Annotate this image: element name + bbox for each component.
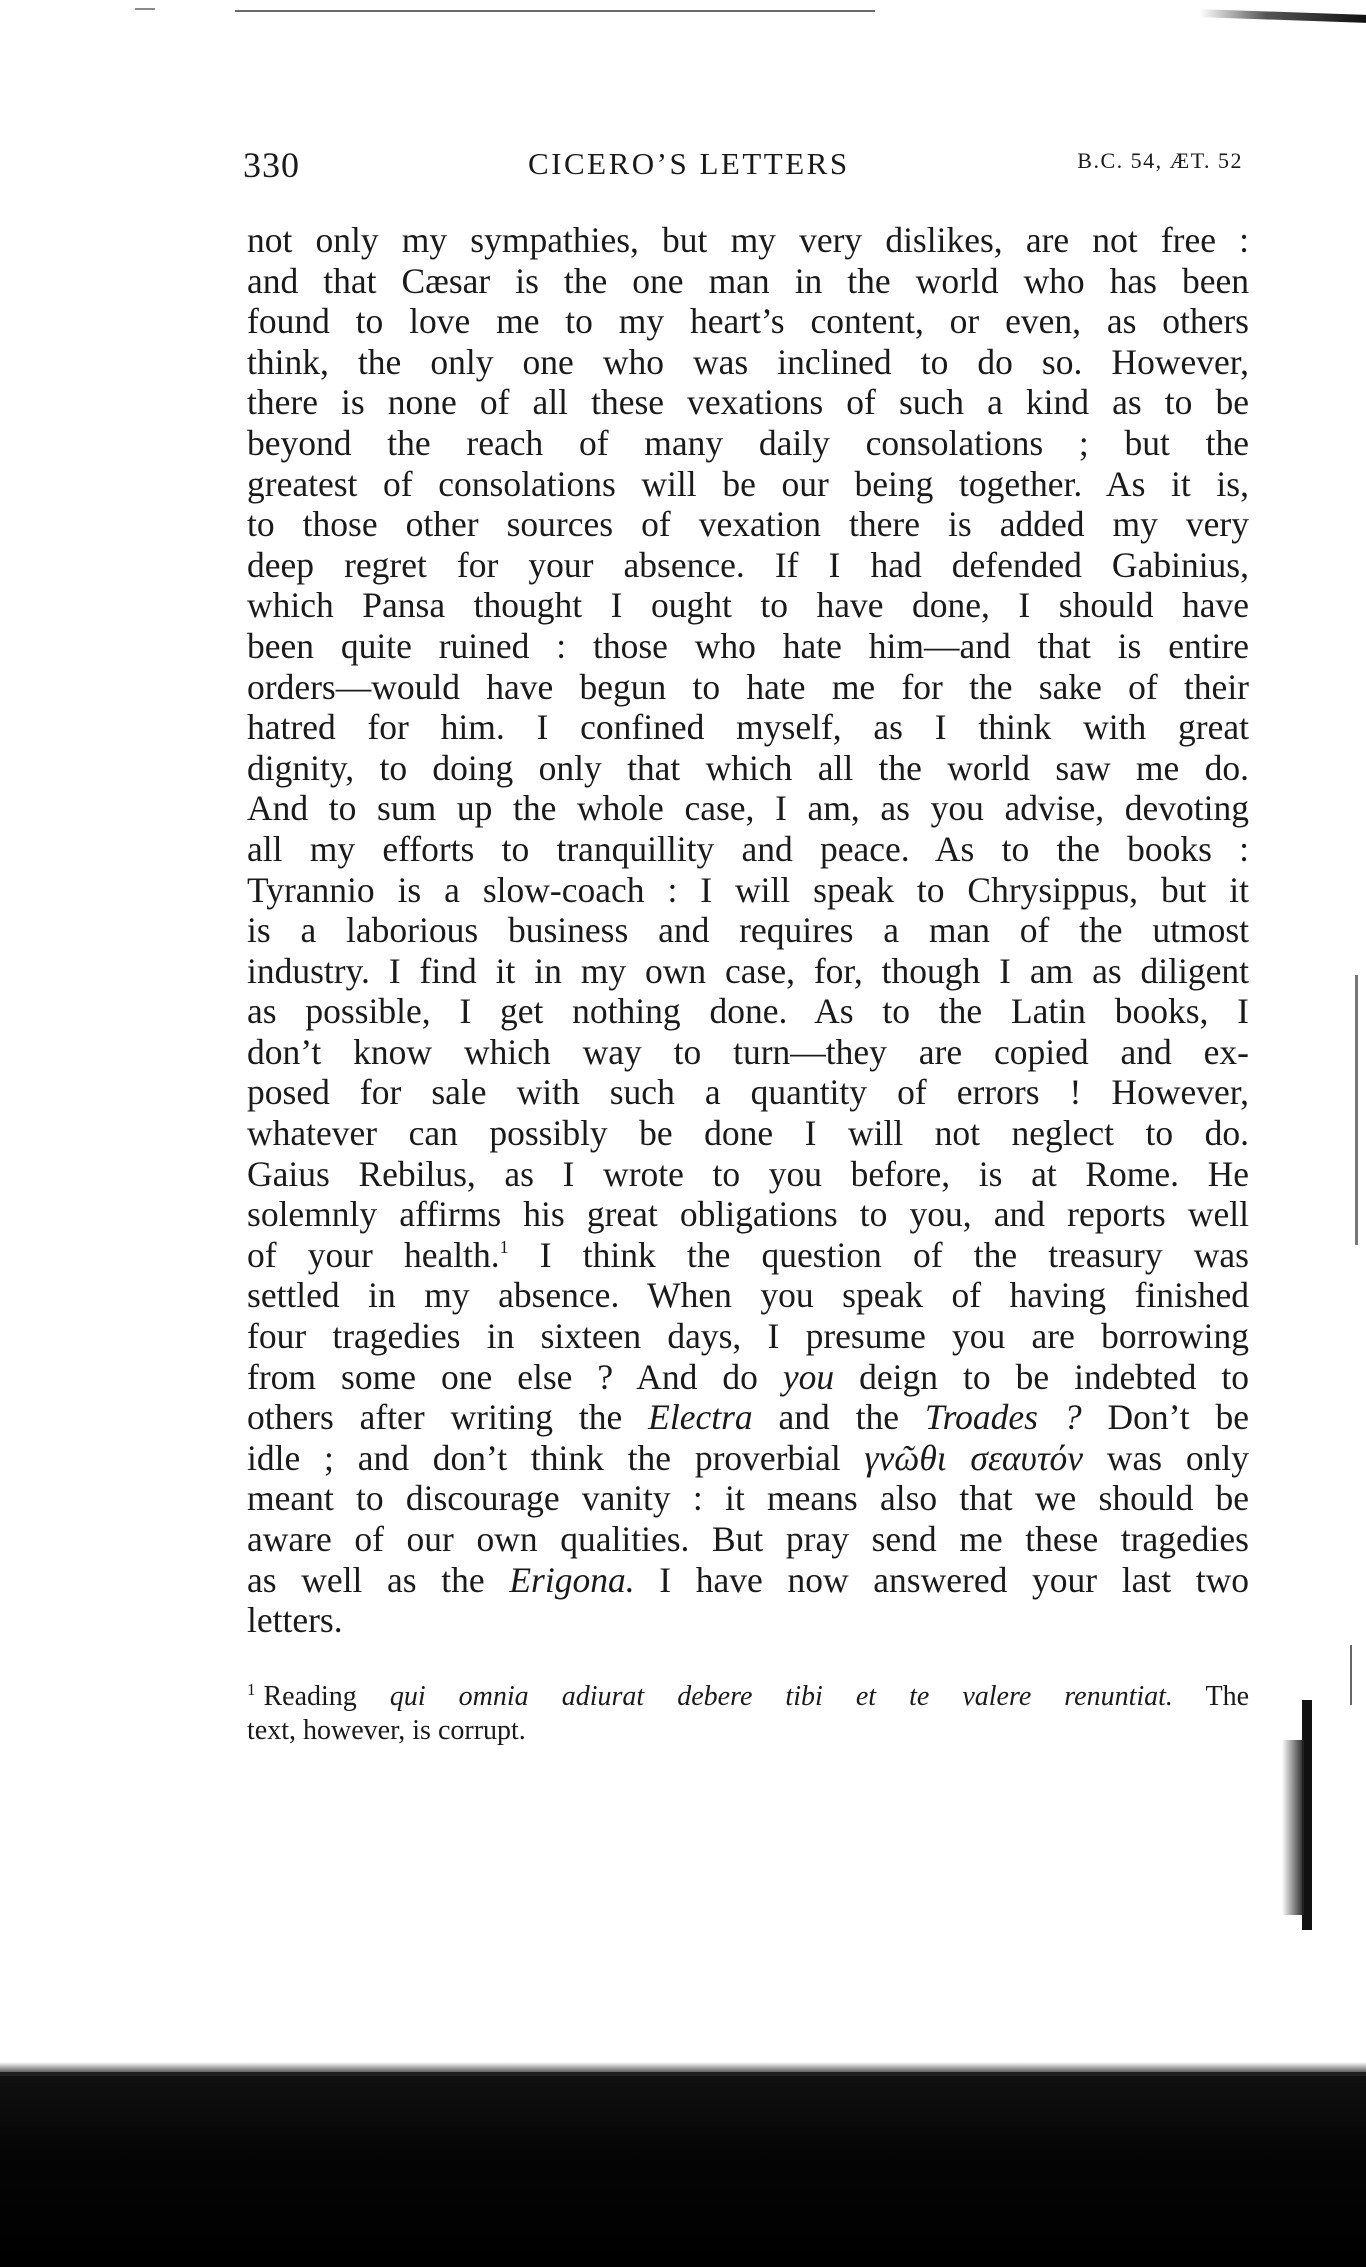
text-line: posed for sale with such a quantity of errors ! However, (247, 1072, 1249, 1113)
scan-artifact-top-right (1200, 9, 1366, 23)
running-title: CICERO’S LETTERS (528, 146, 850, 181)
footnote-line: text, however, is corrupt. (247, 1715, 526, 1746)
text-line: not only my sympathies, but my very dislikes, are not free : (247, 220, 1249, 260)
text-line: Gaius Rebilus, as I wrote to you before, is at Rome. He (247, 1153, 1249, 1194)
text-line: don’t know which way to turn—they are copied and ex- (247, 1031, 1249, 1072)
text-line: letters. (247, 1600, 343, 1641)
text-line: beyond the reach of many daily consolations ; but the (247, 422, 1249, 463)
footnote (247, 1680, 1249, 1748)
title-troades: Troades ? (924, 1397, 1082, 1438)
letter-body (247, 220, 1249, 1641)
text-line: all my efforts to tranquillity and peace. As to the books : (247, 828, 1249, 869)
scan-edge-mark (1355, 975, 1358, 1245)
text-line: whatever can possibly be done I will not neglect to do. (247, 1113, 1249, 1154)
page-number: 330 (243, 145, 300, 185)
scan-bottom-shadow (0, 2072, 1366, 2267)
text-line: orders—would have begun to hate me for the sake of their (247, 666, 1249, 707)
text-line: as well as the Erigona. I have now answered your last two (247, 1559, 1249, 1600)
text-line: from some one else ? And do you deign to be indebted to (247, 1356, 1250, 1397)
scan-edge-mark (1350, 1645, 1352, 1705)
text-line: meant to discourage vanity : it means also that we should be (247, 1478, 1249, 1519)
scan-edge-mark (1282, 1740, 1304, 1915)
text-line: solemnly affirms his great obligations to you, and reports well (247, 1194, 1249, 1235)
text-line: think, the only one who was inclined to do so. However, (247, 341, 1249, 382)
text-line: aware of our own qualities. But pray send me these tragedies (247, 1519, 1249, 1559)
date-mark: B.C. 54, ÆT. 52 (1077, 148, 1243, 173)
text-line: is a laborious business and requires a man of the utmost (247, 910, 1249, 951)
text-line: which Pansa thought I ought to have done, I should have (247, 585, 1249, 626)
text-line: Tyrannio is a slow-coach : I will speak to Chrysippus, but it (247, 869, 1249, 910)
text-line: others after writing the Electra and the Troades ? Don’t be (247, 1397, 1249, 1438)
text-line-with-note: of your health.$^1$ I think the question of the treasury was (247, 1234, 1250, 1275)
title-erigona: Erigona. (509, 1559, 635, 1600)
latin-reading: qui omnia adiurat debere tibi et te valere renuntiat. (389, 1681, 1173, 1712)
text-line: And to sum up the whole case, I am, as you advise, devoting (247, 788, 1249, 829)
text-line: to those other sources of vexation there is added my very (247, 504, 1249, 545)
text-line: idle ; and don’t think the proverbial γνῶθι σεαυτόν was only (247, 1437, 1250, 1478)
text-line: settled in my absence. When you speak of having finished (247, 1275, 1249, 1316)
text-line: found to love me to my heart’s content, or even, as others (247, 301, 1249, 342)
text-line: deep regret for your absence. If I had defended Gabinius, (247, 544, 1249, 585)
footnote-reference[interactable]: 1 (499, 1236, 509, 1257)
text-line: four tragedies in sixteen days, I presume you are borrowing (247, 1316, 1249, 1357)
title-electra: Electra (648, 1397, 753, 1438)
text-line: industry. I find it in my own case, for, though I am as diligent (247, 950, 1249, 991)
text-line: as possible, I get nothing done. As to the Latin books, I (247, 991, 1249, 1032)
emphasis-you: you (782, 1356, 835, 1397)
scan-artifact-top-rule (235, 10, 875, 12)
page-header (243, 144, 1243, 194)
text-line: and that Cæsar is the one man in the world who has been (247, 260, 1249, 301)
text-line: dignity, to doing only that which all the world saw me do. (247, 747, 1249, 788)
text-line: greatest of consolations will be our being together. As it is, (247, 463, 1249, 504)
text-line: hatred for him. I confined myself, as I think with great (247, 707, 1249, 748)
footnote-marker: 1 (247, 1680, 256, 1699)
greek-proverb: γνῶθι σεαυτόν (864, 1437, 1084, 1478)
text-line: been quite ruined : those who hate him—and that is entire (247, 625, 1249, 666)
footnote-line: $^1$ Reading qui omnia adiurat debere tibi et te valere renuntiat. The (247, 1680, 1249, 1712)
text-line: there is none of all these vexations of such a kind as to be (247, 382, 1249, 423)
scan-artifact-top-left (135, 8, 155, 10)
